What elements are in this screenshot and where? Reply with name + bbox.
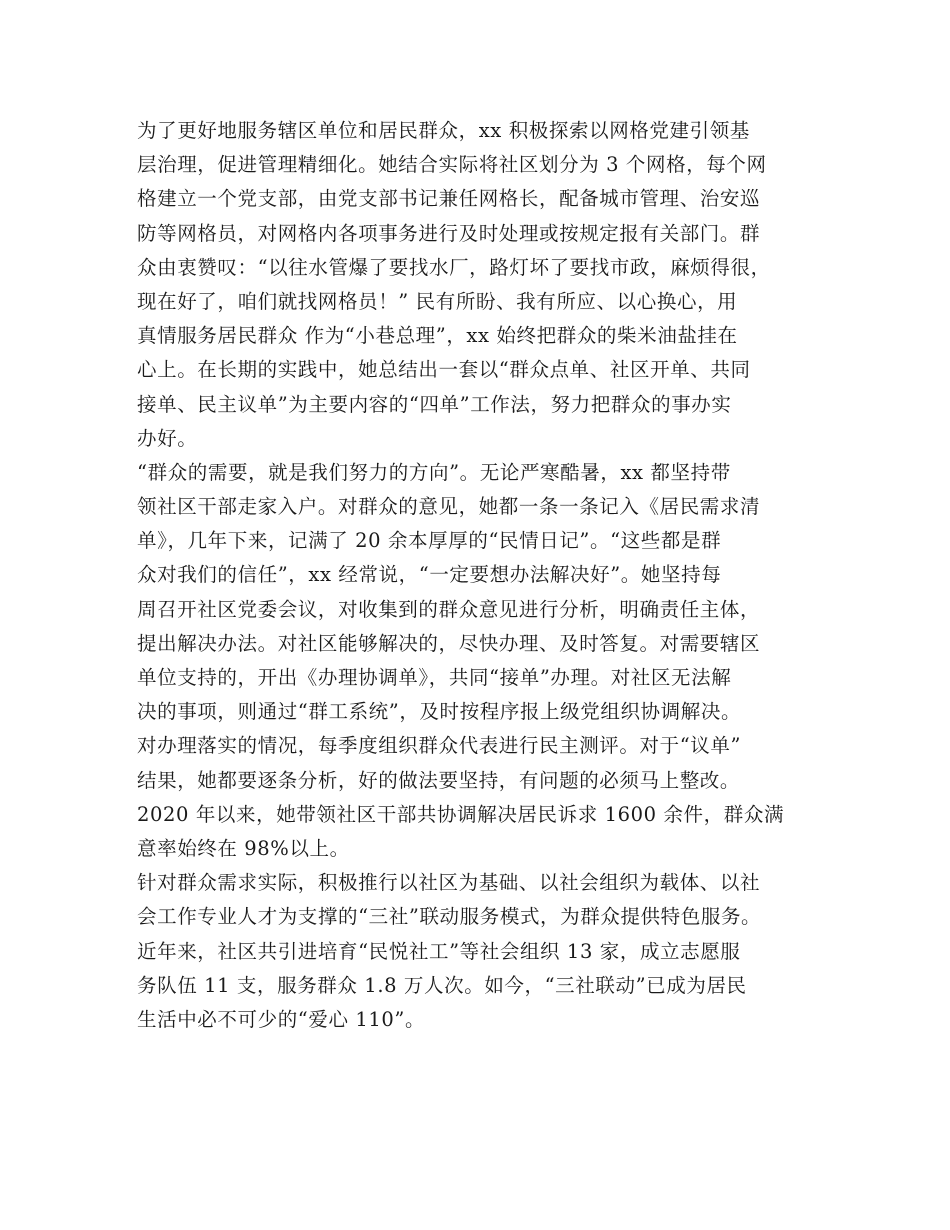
text-line: 格建立一个党支部，由党支部书记兼任网格长，配备城市管理、治安巡 [137, 187, 761, 211]
text-line: 针对群众需求实际，积极推行以社区为基础、以社会组织为载体、以社 [137, 871, 761, 895]
text-line: 众对我们的信任”，xx 经常说，“一定要想办法解决好”。她坚持每 [137, 563, 722, 587]
text-line: “群众的需要，就是我们努力的方向”。无论严寒酷暑，xx 都坚持带 [137, 460, 731, 484]
text-line: 单》，几年下来，记满了 20 余本厚厚的“民情日记”。“这些都是群 [137, 529, 722, 553]
text-line: 现在好了，咱们就找网格员！” 民有所盼、我有所应、以心换心，用 [137, 289, 738, 313]
text-line: 生活中必不可少的“爱心 110”。 [137, 1007, 426, 1031]
text-line: 领社区干部走家入户。对群众的意见，她都一条一条记入《居民需求清 [137, 495, 761, 519]
text-line: 众由衷赞叹：“以往水管爆了要找水厂，路灯坏了要找市政，麻烦得很， [137, 255, 771, 279]
text-line: 单位支持的，开出《办理协调单》，共同“接单”办理。对社区无法解 [137, 666, 732, 689]
text-line: 2020 年以来，她带领社区干部共协调解决居民诉求 1600 余件，群众满 [137, 802, 785, 826]
text-line: 近年来，社区共引进培育“民悦社工”等社会组织 13 家，成立志愿服 [137, 939, 741, 963]
text-line: 周召开社区党委会议，对收集到的群众意见进行分析，明确责任主体， [137, 597, 761, 621]
text-line: 对办理落实的情况，每季度组织群众代表进行民主测评。对于“议单” [137, 734, 742, 758]
text-line: 为了更好地服务辖区单位和居民群众，xx 积极探索以网格党建引领基 [137, 119, 750, 142]
text-line: 真情服务居民群众 作为“小巷总理”，xx 始终把群众的柴米油盐挂在 [137, 324, 738, 348]
text-line: 心上。在长期的实践中，她总结出一套以“群众点单、社区开单、共同 [137, 358, 751, 382]
body-text [137, 114, 827, 1037]
text-line: 办好。 [137, 426, 198, 450]
text-line: 结果，她都要逐条分析，好的做法要坚持，有问题的必须马上整改。 [137, 768, 741, 792]
text-line: 会工作专业人才为支撑的“三社”联动服务模式，为群众提供特色服务。 [137, 905, 762, 929]
text-line: 提出解决办法。对社区能够解决的，尽快办理、及时答复。对需要辖区 [137, 631, 761, 655]
text-line: 意率始终在 98%以上。 [137, 836, 350, 860]
text-line: 决的事项，则通过“群工系统”，及时按程序报上级党组织协调解决。 [137, 700, 742, 724]
text-line: 接单、民主议单”为主要内容的“四单”工作法，努力把群众的事办实 [137, 392, 732, 416]
text-line: 防等网格员，对网格内各项事务进行及时处理或按规定报有关部门。群 [137, 221, 761, 245]
text-line: 务队伍 11 支，服务群众 1.8 万人次。如今，“三社联动”已成为居民 [137, 973, 747, 997]
text-line: 层治理，促进管理精细化。她结合实际将社区划分为 3 个网格，每个网 [137, 153, 767, 177]
